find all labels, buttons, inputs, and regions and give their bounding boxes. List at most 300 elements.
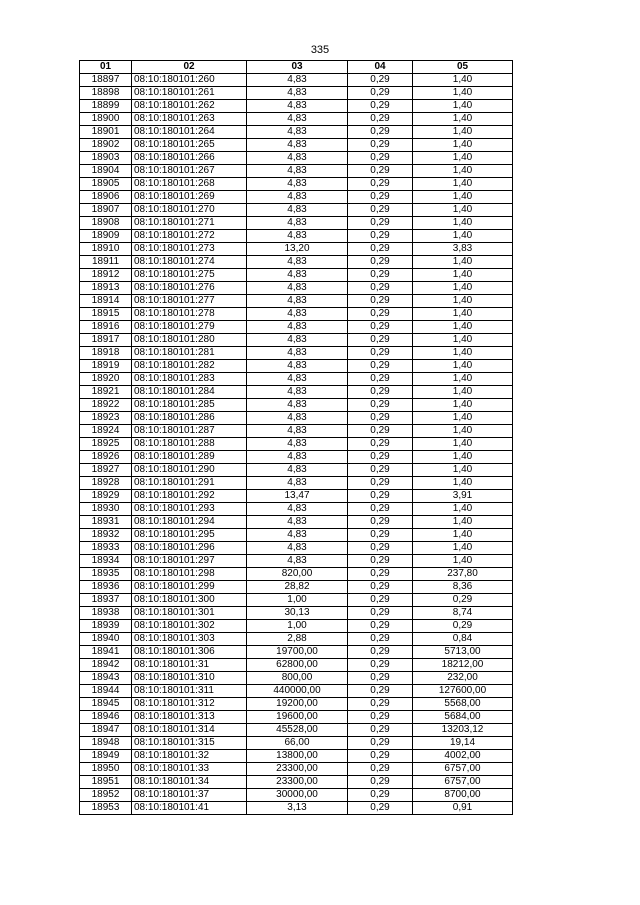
row-number: 18940 [80, 633, 132, 646]
cadastral-number: 08:10:180101:275 [132, 269, 247, 282]
cadastral-number: 08:10:180101:276 [132, 282, 247, 295]
rate-value: 0,29 [348, 256, 413, 269]
cadastral-number: 08:10:180101:313 [132, 711, 247, 724]
rate-value: 0,29 [348, 646, 413, 659]
row-number: 18936 [80, 581, 132, 594]
area-value: 4,83 [247, 529, 348, 542]
rate-value: 0,29 [348, 789, 413, 802]
table-row [80, 425, 513, 438]
table-row [80, 698, 513, 711]
area-value: 3,13 [247, 802, 348, 815]
cadastral-number: 08:10:180101:283 [132, 373, 247, 386]
cadastral-number: 08:10:180101:41 [132, 802, 247, 815]
area-value: 4,83 [247, 399, 348, 412]
table-row [80, 334, 513, 347]
table-row [80, 139, 513, 152]
area-value: 4,83 [247, 425, 348, 438]
cadastral-number: 08:10:180101:278 [132, 308, 247, 321]
amount-value: 1,40 [413, 555, 513, 568]
table-row [80, 555, 513, 568]
area-value: 4,83 [247, 204, 348, 217]
row-number: 18920 [80, 373, 132, 386]
amount-value: 8,74 [413, 607, 513, 620]
table-row [80, 204, 513, 217]
area-value: 45528,00 [247, 724, 348, 737]
rate-value: 0,29 [348, 763, 413, 776]
row-number: 18922 [80, 399, 132, 412]
table-row [80, 152, 513, 165]
cadastral-number: 08:10:180101:290 [132, 464, 247, 477]
area-value: 4,83 [247, 269, 348, 282]
table-row [80, 607, 513, 620]
row-number: 18930 [80, 503, 132, 516]
row-number: 18911 [80, 256, 132, 269]
cadastral-number: 08:10:180101:287 [132, 425, 247, 438]
rate-value: 0,29 [348, 581, 413, 594]
rate-value: 0,29 [348, 334, 413, 347]
row-number: 18939 [80, 620, 132, 633]
area-value: 4,83 [247, 126, 348, 139]
cadastral-number: 08:10:180101:271 [132, 217, 247, 230]
row-number: 18938 [80, 607, 132, 620]
cadastral-number: 08:10:180101:270 [132, 204, 247, 217]
amount-value: 1,40 [413, 308, 513, 321]
cadastral-number: 08:10:180101:262 [132, 100, 247, 113]
cadastral-number: 08:10:180101:282 [132, 360, 247, 373]
row-number: 18948 [80, 737, 132, 750]
row-number: 18933 [80, 542, 132, 555]
area-value: 19200,00 [247, 698, 348, 711]
column-header-1: 01 [80, 61, 132, 74]
column-header-5: 05 [413, 61, 513, 74]
table-row [80, 737, 513, 750]
row-number: 18953 [80, 802, 132, 815]
rate-value: 0,29 [348, 737, 413, 750]
row-number: 18912 [80, 269, 132, 282]
amount-value: 4002,00 [413, 750, 513, 763]
amount-value: 1,40 [413, 438, 513, 451]
table-row [80, 516, 513, 529]
amount-value: 1,40 [413, 282, 513, 295]
cadastral-number: 08:10:180101:267 [132, 165, 247, 178]
rate-value: 0,29 [348, 113, 413, 126]
rate-value: 0,29 [348, 165, 413, 178]
row-number: 18925 [80, 438, 132, 451]
row-number: 18923 [80, 412, 132, 425]
amount-value: 1,40 [413, 74, 513, 87]
amount-value: 1,40 [413, 230, 513, 243]
row-number: 18934 [80, 555, 132, 568]
table-row [80, 399, 513, 412]
amount-value: 5568,00 [413, 698, 513, 711]
row-number: 18946 [80, 711, 132, 724]
rate-value: 0,29 [348, 399, 413, 412]
cadastral-number: 08:10:180101:263 [132, 113, 247, 126]
amount-value: 237,80 [413, 568, 513, 581]
rate-value: 0,29 [348, 425, 413, 438]
table-row [80, 620, 513, 633]
rate-value: 0,29 [348, 230, 413, 243]
amount-value: 1,40 [413, 269, 513, 282]
table-row [80, 594, 513, 607]
cadastral-number: 08:10:180101:314 [132, 724, 247, 737]
area-value: 4,83 [247, 113, 348, 126]
cadastral-number: 08:10:180101:298 [132, 568, 247, 581]
area-value: 2,88 [247, 633, 348, 646]
rate-value: 0,29 [348, 126, 413, 139]
area-value: 820,00 [247, 568, 348, 581]
table-row [80, 386, 513, 399]
table-row [80, 243, 513, 256]
table-row [80, 360, 513, 373]
rate-value: 0,29 [348, 711, 413, 724]
area-value: 4,83 [247, 477, 348, 490]
area-value: 4,83 [247, 139, 348, 152]
table-row [80, 100, 513, 113]
row-number: 18904 [80, 165, 132, 178]
area-value: 4,83 [247, 347, 348, 360]
row-number: 18903 [80, 152, 132, 165]
cadastral-number: 08:10:180101:288 [132, 438, 247, 451]
rate-value: 0,29 [348, 178, 413, 191]
row-number: 18937 [80, 594, 132, 607]
amount-value: 1,40 [413, 256, 513, 269]
area-value: 30,13 [247, 607, 348, 620]
table-row [80, 412, 513, 425]
area-value: 4,83 [247, 295, 348, 308]
amount-value: 6757,00 [413, 776, 513, 789]
cadastral-number: 08:10:180101:37 [132, 789, 247, 802]
row-number: 18898 [80, 87, 132, 100]
amount-value: 1,40 [413, 191, 513, 204]
amount-value: 6757,00 [413, 763, 513, 776]
cadastral-number: 08:10:180101:306 [132, 646, 247, 659]
row-number: 18921 [80, 386, 132, 399]
table-row [80, 178, 513, 191]
cadastral-number: 08:10:180101:315 [132, 737, 247, 750]
row-number: 18913 [80, 282, 132, 295]
row-number: 18952 [80, 789, 132, 802]
rate-value: 0,29 [348, 685, 413, 698]
column-header-4: 04 [348, 61, 413, 74]
rate-value: 0,29 [348, 659, 413, 672]
area-value: 4,83 [247, 308, 348, 321]
rate-value: 0,29 [348, 347, 413, 360]
cadastral-number: 08:10:180101:285 [132, 399, 247, 412]
area-value: 4,83 [247, 542, 348, 555]
row-number: 18914 [80, 295, 132, 308]
cadastral-number: 08:10:180101:286 [132, 412, 247, 425]
rate-value: 0,29 [348, 633, 413, 646]
rate-value: 0,29 [348, 152, 413, 165]
amount-value: 5684,00 [413, 711, 513, 724]
amount-value: 5713,00 [413, 646, 513, 659]
amount-value: 1,40 [413, 399, 513, 412]
table-row [80, 477, 513, 490]
row-number: 18944 [80, 685, 132, 698]
amount-value: 1,40 [413, 100, 513, 113]
amount-value: 0,29 [413, 594, 513, 607]
row-number: 18924 [80, 425, 132, 438]
table-row [80, 789, 513, 802]
row-number: 18945 [80, 698, 132, 711]
table-row [80, 711, 513, 724]
rate-value: 0,29 [348, 139, 413, 152]
row-number: 18907 [80, 204, 132, 217]
amount-value: 0,29 [413, 620, 513, 633]
table-row [80, 373, 513, 386]
rate-value: 0,29 [348, 698, 413, 711]
amount-value: 1,40 [413, 295, 513, 308]
amount-value: 1,40 [413, 412, 513, 425]
table-row [80, 451, 513, 464]
area-value: 4,83 [247, 464, 348, 477]
cadastral-number: 08:10:180101:300 [132, 594, 247, 607]
amount-value: 0,91 [413, 802, 513, 815]
rate-value: 0,29 [348, 555, 413, 568]
table-body [80, 74, 513, 815]
rate-value: 0,29 [348, 802, 413, 815]
amount-value: 1,40 [413, 87, 513, 100]
amount-value: 1,40 [413, 373, 513, 386]
cadastral-number: 08:10:180101:299 [132, 581, 247, 594]
row-number: 18949 [80, 750, 132, 763]
rate-value: 0,29 [348, 204, 413, 217]
table-row [80, 529, 513, 542]
table-row [80, 646, 513, 659]
rate-value: 0,29 [348, 308, 413, 321]
area-value: 4,83 [247, 503, 348, 516]
amount-value: 1,40 [413, 139, 513, 152]
header-row [80, 61, 513, 74]
data-table [79, 60, 513, 815]
table-row [80, 87, 513, 100]
rate-value: 0,29 [348, 282, 413, 295]
amount-value: 1,40 [413, 334, 513, 347]
rate-value: 0,29 [348, 464, 413, 477]
area-value: 4,83 [247, 334, 348, 347]
cadastral-number: 08:10:180101:311 [132, 685, 247, 698]
column-header-2: 02 [132, 61, 247, 74]
row-number: 18900 [80, 113, 132, 126]
amount-value: 1,40 [413, 347, 513, 360]
cadastral-number: 08:10:180101:32 [132, 750, 247, 763]
table-row [80, 659, 513, 672]
row-number: 18941 [80, 646, 132, 659]
amount-value: 13203,12 [413, 724, 513, 737]
rate-value: 0,29 [348, 724, 413, 737]
area-value: 28,82 [247, 581, 348, 594]
amount-value: 1,40 [413, 217, 513, 230]
cadastral-number: 08:10:180101:280 [132, 334, 247, 347]
rate-value: 0,29 [348, 74, 413, 87]
area-value: 19600,00 [247, 711, 348, 724]
amount-value: 1,40 [413, 516, 513, 529]
cadastral-number: 08:10:180101:291 [132, 477, 247, 490]
area-value: 4,83 [247, 74, 348, 87]
cadastral-number: 08:10:180101:265 [132, 139, 247, 152]
page-number: 335 [310, 44, 330, 56]
row-number: 18916 [80, 321, 132, 334]
row-number: 18908 [80, 217, 132, 230]
row-number: 18917 [80, 334, 132, 347]
row-number: 18931 [80, 516, 132, 529]
area-value: 440000,00 [247, 685, 348, 698]
rate-value: 0,29 [348, 87, 413, 100]
row-number: 18926 [80, 451, 132, 464]
rate-value: 0,29 [348, 295, 413, 308]
rate-value: 0,29 [348, 321, 413, 334]
row-number: 18927 [80, 464, 132, 477]
area-value: 4,83 [247, 256, 348, 269]
area-value: 4,83 [247, 555, 348, 568]
cadastral-number: 08:10:180101:264 [132, 126, 247, 139]
table-row [80, 321, 513, 334]
amount-value: 1,40 [413, 477, 513, 490]
table-row [80, 165, 513, 178]
row-number: 18901 [80, 126, 132, 139]
rate-value: 0,29 [348, 542, 413, 555]
cadastral-number: 08:10:180101:302 [132, 620, 247, 633]
amount-value: 1,40 [413, 165, 513, 178]
area-value: 23300,00 [247, 776, 348, 789]
area-value: 4,83 [247, 217, 348, 230]
cadastral-number: 08:10:180101:268 [132, 178, 247, 191]
area-value: 4,83 [247, 178, 348, 191]
cadastral-number: 08:10:180101:296 [132, 542, 247, 555]
area-value: 4,83 [247, 87, 348, 100]
row-number: 18951 [80, 776, 132, 789]
table-row [80, 217, 513, 230]
area-value: 4,83 [247, 230, 348, 243]
amount-value: 3,91 [413, 490, 513, 503]
amount-value: 1,40 [413, 386, 513, 399]
amount-value: 232,00 [413, 672, 513, 685]
area-value: 13800,00 [247, 750, 348, 763]
table-row [80, 490, 513, 503]
area-value: 30000,00 [247, 789, 348, 802]
area-value: 4,83 [247, 165, 348, 178]
amount-value: 1,40 [413, 529, 513, 542]
amount-value: 1,40 [413, 178, 513, 191]
table-row [80, 503, 513, 516]
area-value: 4,83 [247, 321, 348, 334]
column-header-3: 03 [247, 61, 348, 74]
row-number: 18919 [80, 360, 132, 373]
table-row [80, 230, 513, 243]
area-value: 4,83 [247, 360, 348, 373]
cadastral-number: 08:10:180101:33 [132, 763, 247, 776]
cadastral-number: 08:10:180101:310 [132, 672, 247, 685]
rate-value: 0,29 [348, 503, 413, 516]
table-row [80, 113, 513, 126]
cadastral-number: 08:10:180101:269 [132, 191, 247, 204]
table-row [80, 191, 513, 204]
amount-value: 1,40 [413, 360, 513, 373]
rate-value: 0,29 [348, 516, 413, 529]
cadastral-number: 08:10:180101:312 [132, 698, 247, 711]
table-row [80, 633, 513, 646]
amount-value: 1,40 [413, 451, 513, 464]
cadastral-number: 08:10:180101:294 [132, 516, 247, 529]
area-value: 66,00 [247, 737, 348, 750]
rate-value: 0,29 [348, 529, 413, 542]
cadastral-number: 08:10:180101:284 [132, 386, 247, 399]
amount-value: 1,40 [413, 542, 513, 555]
table-header [80, 61, 513, 74]
cadastral-number: 08:10:180101:293 [132, 503, 247, 516]
table-row [80, 269, 513, 282]
rate-value: 0,29 [348, 191, 413, 204]
amount-value: 1,40 [413, 126, 513, 139]
area-value: 4,83 [247, 191, 348, 204]
rate-value: 0,29 [348, 477, 413, 490]
row-number: 18918 [80, 347, 132, 360]
row-number: 18910 [80, 243, 132, 256]
table-row [80, 295, 513, 308]
area-value: 800,00 [247, 672, 348, 685]
amount-value: 3,83 [413, 243, 513, 256]
row-number: 18935 [80, 568, 132, 581]
cadastral-number: 08:10:180101:281 [132, 347, 247, 360]
cadastral-number: 08:10:180101:266 [132, 152, 247, 165]
cadastral-number: 08:10:180101:277 [132, 295, 247, 308]
area-value: 19700,00 [247, 646, 348, 659]
amount-value: 8700,00 [413, 789, 513, 802]
rate-value: 0,29 [348, 776, 413, 789]
row-number: 18943 [80, 672, 132, 685]
cadastral-number: 08:10:180101:303 [132, 633, 247, 646]
row-number: 18915 [80, 308, 132, 321]
cadastral-number: 08:10:180101:295 [132, 529, 247, 542]
amount-value: 1,40 [413, 464, 513, 477]
table-row [80, 74, 513, 87]
area-value: 4,83 [247, 152, 348, 165]
area-value: 4,83 [247, 373, 348, 386]
rate-value: 0,29 [348, 412, 413, 425]
row-number: 18897 [80, 74, 132, 87]
amount-value: 19,14 [413, 737, 513, 750]
cadastral-number: 08:10:180101:34 [132, 776, 247, 789]
cadastral-number: 08:10:180101:260 [132, 74, 247, 87]
rate-value: 0,29 [348, 607, 413, 620]
amount-value: 1,40 [413, 113, 513, 126]
rate-value: 0,29 [348, 243, 413, 256]
amount-value: 1,40 [413, 503, 513, 516]
table-row [80, 750, 513, 763]
row-number: 18902 [80, 139, 132, 152]
table-row [80, 763, 513, 776]
table-row [80, 581, 513, 594]
rate-value: 0,29 [348, 373, 413, 386]
rate-value: 0,29 [348, 217, 413, 230]
rate-value: 0,29 [348, 269, 413, 282]
amount-value: 127600,00 [413, 685, 513, 698]
amount-value: 1,40 [413, 152, 513, 165]
area-value: 4,83 [247, 100, 348, 113]
area-value: 1,00 [247, 594, 348, 607]
rate-value: 0,29 [348, 620, 413, 633]
area-value: 13,20 [247, 243, 348, 256]
area-value: 4,83 [247, 282, 348, 295]
rate-value: 0,29 [348, 438, 413, 451]
table-row [80, 126, 513, 139]
rate-value: 0,29 [348, 100, 413, 113]
table-row [80, 568, 513, 581]
area-value: 23300,00 [247, 763, 348, 776]
amount-value: 1,40 [413, 321, 513, 334]
table-row [80, 308, 513, 321]
